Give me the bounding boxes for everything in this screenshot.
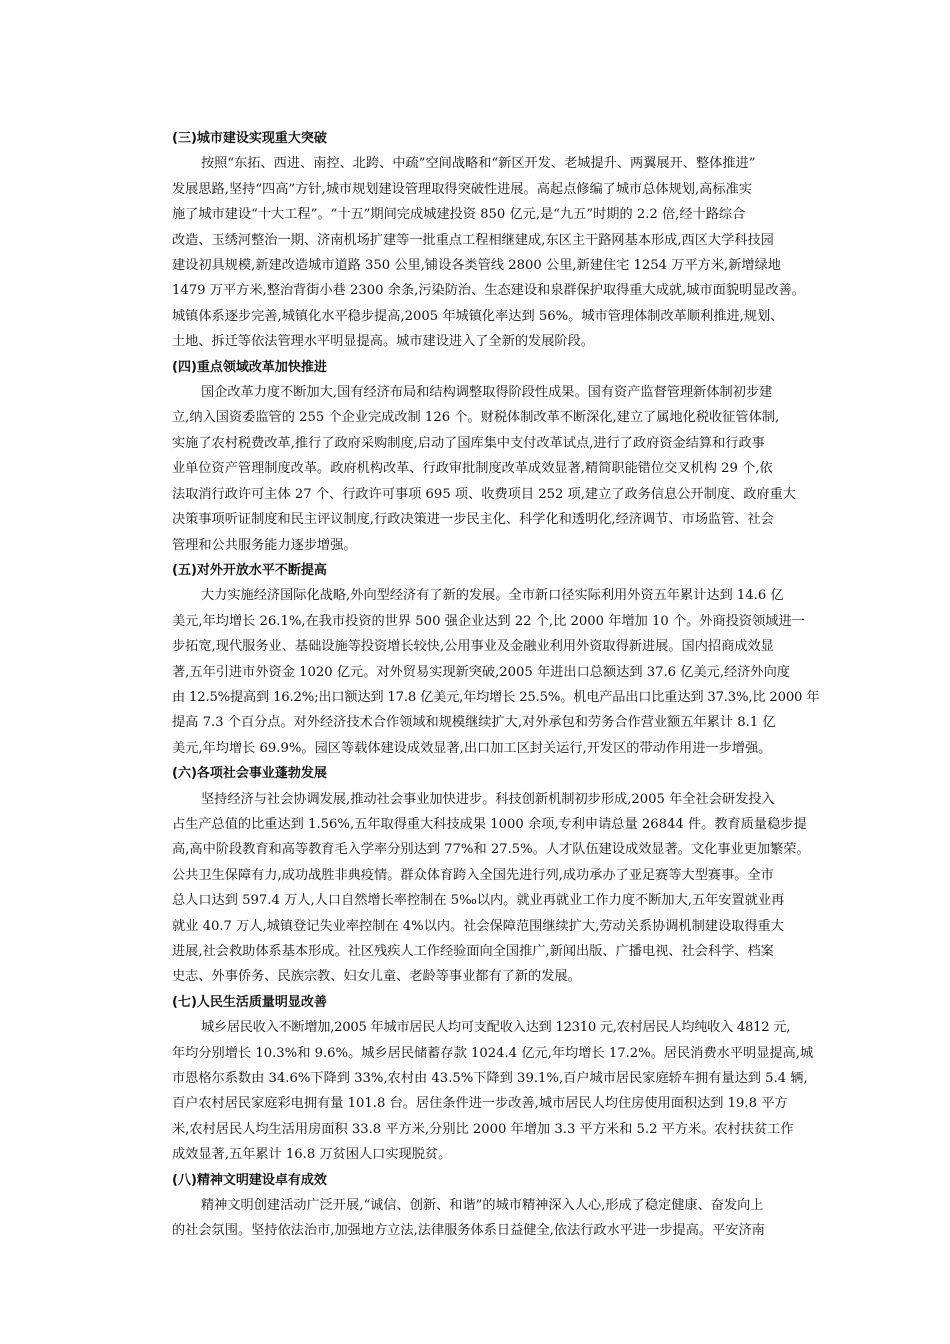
section-living-standards — [143, 990, 819, 1168]
text-line: 著,五年引进市外资金 1020 亿元。对外贸易实现新突破,2005 年进出口总额达到 37.6 亿美元,经济外向度 — [172, 664, 790, 680]
text-line: 步拓宽,现代服务业、基础设施等投资增长较快,公用事业及金融业利用外资取得新进展。国内招商成效显 — [172, 639, 774, 655]
text-line: 成效显著,五年累计 16.8 万贫困人口实现脱贫。 — [172, 1147, 452, 1163]
text-line: 改造、玉绣河整治一期、济南机场扩建等一批重点工程相继建成,东区主干路网基本形成,西区大学科技园 — [172, 232, 774, 248]
section-heading: (五)对外开放水平不断提高 — [172, 562, 327, 578]
text-line: 米,农村居民人均生活用房面积 33.8 平方米,分别比 2000 年增加 3.3 平方米和 5.2 平方米。农村扶贫工作 — [172, 1121, 794, 1137]
text-line: 就业 40.7 万人,城镇登记失业率控制在 4%以内。社会保障范围继续扩大,劳动关系协调机制建设取得重大 — [172, 918, 784, 934]
text-line: 年均分别增长 10.3%和 9.6%。城乡居民储蓄存款 1024.4 亿元,年均增长 17.2%。居民消费水平明显提高,城 — [172, 1045, 814, 1061]
text-line: 立,纳入国资委监管的 255 个企业完成改制 126 个。财税体制改革不断深化,建立了属地化税收征管体制, — [172, 410, 780, 426]
text-line: 建设初具规模,新建改造城市道路 350 公里,铺设各类管线 2800 公里,新建住宅 1254 万平方米,新增绿地 — [172, 258, 781, 274]
text-line: 公共卫生保障有力,成功战胜非典疫情。群众体育跨入全国先进行列,成功承办了亚足赛等大型赛事。全市 — [172, 867, 774, 883]
text-line: 国企改革力度不断加大,国有经济布局和结构调整取得阶段性成果。国有资产监督管理新体制初步建 — [201, 385, 773, 401]
text-line: 由 12.5%提高到 16.2%;出口额达到 17.8 亿美元,年均增长 25.5%。机电产品出口比重达到 37.3%,比 2000 年 — [172, 689, 820, 705]
section-paragraph — [143, 583, 819, 761]
text-line: 美元,年均增长 69.9%。园区等载体建设成效显著,出口加工区封关运行,开发区的带动作用进一步增强。 — [172, 740, 772, 756]
section-paragraph — [143, 787, 819, 990]
text-line: 施了城市建设“十大工程”。“十五”期间完成城建投资 850 亿元,是“九五”时期的 2.2 倍,经十路综合 — [172, 207, 746, 223]
text-line: 大力实施经济国际化战略,外向型经济有了新的发展。全市新口径实际利用外资五年累计达到 14.6 亿 — [201, 588, 784, 604]
section-heading: (六)各项社会事业蓬勃发展 — [172, 766, 327, 782]
document-page — [143, 126, 819, 1244]
section-city-construction — [143, 126, 819, 355]
text-line: 史志、外事侨务、民族宗教、妇女儿童、老龄等事业都有了新的发展。 — [172, 969, 581, 985]
text-line: 市恩格尔系数由 34.6%下降到 33%,农村由 43.5%下降到 39.1%,百户城市居民家庭轿车拥有量达到 5.4 辆, — [172, 1071, 808, 1087]
text-line: 占生产总值的比重达到 1.56%,五年取得重大科技成果 1000 余项,专利申请总量 26844 件。教育质量稳步提 — [172, 816, 807, 832]
section-heading: (三)城市建设实现重大突破 — [172, 131, 327, 146]
text-line: 土地、拆迁等依法管理水平明显提高。城市建设进入了全新的发展阶段。 — [172, 334, 594, 350]
text-line: 管理和公共服务能力逐步增强。 — [172, 537, 357, 553]
section-reform — [143, 355, 819, 558]
section-spiritual-civilization — [143, 1168, 819, 1244]
text-line: 总人口达到 597.4 万人,人口自然增长率控制在 5‰以内。就业再就业工作力度不断加大,五年安置就业再 — [172, 893, 785, 909]
section-heading: (七)人民生活质量明显改善 — [172, 994, 327, 1010]
section-opening-up — [143, 558, 819, 761]
text-line: 精神文明创建活动广泛开展,“诚信、创新、和谐”的城市精神深入人心,形成了稳定健康、奋发向上 — [201, 1198, 764, 1214]
text-line: 发展思路,坚持“四高”方针,城市规划建设管理取得突破性进展。高起点修编了城市总体规划,高标准实 — [172, 181, 752, 197]
text-line: 城乡居民收入不断增加,2005 年城市居民人均可支配收入达到 12310 元,农村居民人均纯收入 4812 元, — [201, 1020, 791, 1036]
text-line: 进展,社会救助体系基本形成。社区残疾人工作经验面向全国推广,新闻出版、广播电视、社会科学、档案 — [172, 944, 774, 959]
text-line: 的社会氛围。坚持依法治市,加强地方立法,法律服务体系日益健全,依法行政水平进一步提高。平安济南 — [172, 1223, 765, 1239]
text-line: 城镇体系逐步完善,城镇化水平稳步提高,2005 年城镇化率达到 56%。城市管理体制改革顺利推进,规划、 — [172, 308, 784, 324]
text-line: 业单位资产管理制度改革。政府机构改革、行政审批制度改革成效显著,精简职能错位交叉机构 29 个,依 — [172, 461, 773, 477]
text-line: 实施了农村税费改革,推行了政府采购制度,启动了国库集中支付改革试点,进行了政府资金结算和行政事 — [172, 435, 765, 451]
text-line: 按照“东拓、西进、南控、北跨、中疏”空间战略和“新区开发、老城提升、两翼展开、整体推进” — [201, 156, 756, 172]
text-line: 1479 万平方米,整治背街小巷 2300 余条,污染防治、生态建设和泉群保护取得重大成就,城市面貌明显改善。 — [172, 283, 805, 299]
section-social-undertakings — [143, 761, 819, 990]
text-line: 法取消行政许可主体 27 个、行政许可事项 695 项、收费项目 252 项,建立了政务信息公开制度、政府重大 — [172, 486, 796, 502]
text-line: 美元,年均增长 26.1%,在我市投资的世界 500 强企业达到 22 个,比 2000 年增加 10 个。外商投资领域进一 — [172, 613, 805, 629]
text-line: 提高 7.3 个百分点。对外经济技术合作领域和规模继续扩大,对外承包和劳务合作营业额五年累计 8.1 亿 — [172, 715, 776, 731]
section-heading: (四)重点领域改革加快推进 — [172, 359, 327, 375]
section-paragraph — [143, 1193, 819, 1244]
section-paragraph — [143, 1015, 819, 1167]
section-paragraph — [143, 380, 819, 558]
text-line: 坚持经济与社会协调发展,推动社会事业加快进步。科技创新机制初步形成,2005 年全社会研发投入 — [201, 791, 775, 807]
text-line: 决策事项听证制度和民主评议制度,行政决策进一步民主化、科学化和透明化,经济调节、市场监管、社会 — [172, 512, 774, 528]
text-line: 高,高中阶段教育和高等教育毛入学率分别达到 77%和 27.5%。人才队伍建设成效显著。文化事业更加繁荣。 — [172, 842, 810, 858]
section-paragraph — [143, 151, 819, 354]
text-line: 百户农村居民家庭彩电拥有量 101.8 台。居住条件进一步改善,城市居民人均住房使用面积达到 19.8 平方 — [172, 1096, 788, 1112]
section-heading: (八)精神文明建设卓有成效 — [172, 1172, 327, 1188]
